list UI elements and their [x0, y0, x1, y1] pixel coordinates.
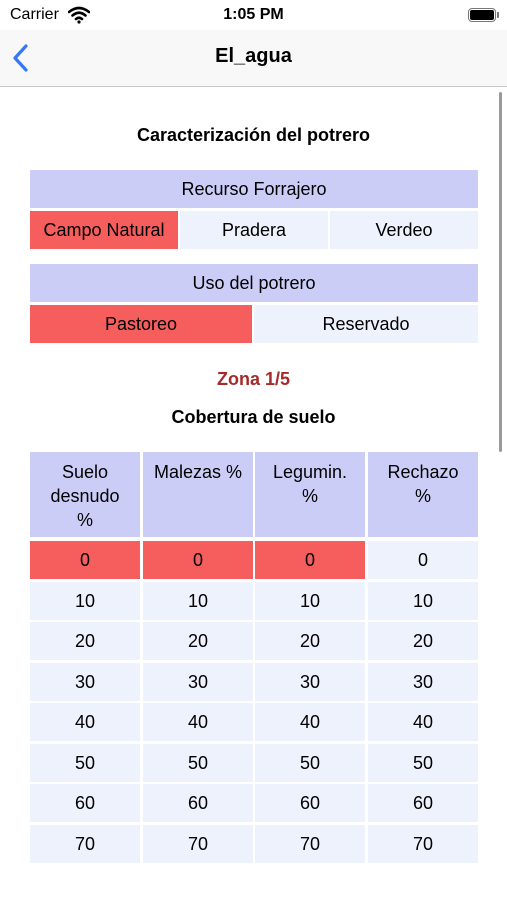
table-cell[interactable]: 60 [368, 784, 478, 822]
column-header-line: % [76, 510, 93, 530]
table-cell[interactable]: 50 [143, 744, 253, 782]
forage-header: Recurso Forrajero [30, 170, 478, 208]
column-header-1 [143, 452, 253, 537]
table-cell[interactable]: 30 [30, 663, 140, 701]
carrier-label: Carrier [10, 6, 59, 23]
scroll-content[interactable] [0, 87, 507, 870]
column-header-line: desnudo [50, 486, 120, 506]
table-cell[interactable]: 50 [255, 744, 365, 782]
column-header-line: Suelo [61, 462, 109, 482]
table-cell[interactable]: 70 [30, 825, 140, 863]
status-bar [0, 0, 507, 30]
usage-option-reservado[interactable]: Reservado [254, 305, 478, 343]
usage-header: Uso del potrero [30, 264, 478, 302]
table-cell[interactable]: 10 [368, 582, 478, 620]
table-cell[interactable]: 40 [255, 703, 365, 741]
forage-option-campo-natural[interactable]: Campo Natural [30, 211, 178, 249]
table-cell[interactable]: 0 [143, 541, 253, 579]
table-cell[interactable]: 40 [368, 703, 478, 741]
table-cell[interactable]: 20 [143, 622, 253, 660]
table-cell[interactable]: 0 [30, 541, 140, 579]
usage-option-pastoreo[interactable]: Pastoreo [30, 305, 252, 343]
forage-option-verdeo[interactable]: Verdeo [330, 211, 478, 249]
column-header-3 [368, 452, 478, 537]
table-cell[interactable]: 20 [255, 622, 365, 660]
table-cell[interactable]: 40 [143, 703, 253, 741]
table-cell[interactable]: 70 [255, 825, 365, 863]
column-header-2 [255, 452, 365, 537]
battery-icon [468, 8, 496, 22]
navigation-bar [0, 30, 507, 87]
column-header-line: Malezas % [153, 462, 243, 482]
table-cell[interactable]: 50 [30, 744, 140, 782]
zone-label: Zona 1/5 [216, 369, 291, 389]
coverage-title: Cobertura de suelo [171, 407, 336, 427]
column-header-line: Legumin. [272, 462, 348, 482]
table-cell[interactable]: 10 [143, 582, 253, 620]
table-cell[interactable]: 20 [368, 622, 478, 660]
page-title: El_agua [215, 45, 292, 67]
table-cell[interactable]: 0 [255, 541, 365, 579]
table-cell[interactable]: 40 [30, 703, 140, 741]
table-cell[interactable]: 60 [30, 784, 140, 822]
table-cell[interactable]: 10 [255, 582, 365, 620]
table-cell[interactable]: 60 [143, 784, 253, 822]
column-header-0 [30, 452, 140, 537]
section-title: Caracterización del potrero [136, 125, 371, 145]
table-cell[interactable]: 30 [143, 663, 253, 701]
column-header-line: % [414, 486, 431, 506]
table-cell[interactable]: 30 [255, 663, 365, 701]
scrollbar[interactable] [499, 92, 502, 452]
clock: 1:05 PM [223, 6, 284, 23]
column-header-line: % [301, 486, 318, 506]
battery-tip [497, 12, 499, 18]
table-cell[interactable]: 70 [143, 825, 253, 863]
table-cell[interactable]: 30 [368, 663, 478, 701]
table-cell[interactable]: 0 [368, 541, 478, 579]
table-cell[interactable]: 10 [30, 582, 140, 620]
column-header-line: Rechazo [387, 462, 459, 482]
table-cell[interactable]: 20 [30, 622, 140, 660]
forage-option-pradera[interactable]: Pradera [180, 211, 328, 249]
table-cell[interactable]: 70 [368, 825, 478, 863]
table-cell[interactable]: 60 [255, 784, 365, 822]
table-cell[interactable]: 50 [368, 744, 478, 782]
